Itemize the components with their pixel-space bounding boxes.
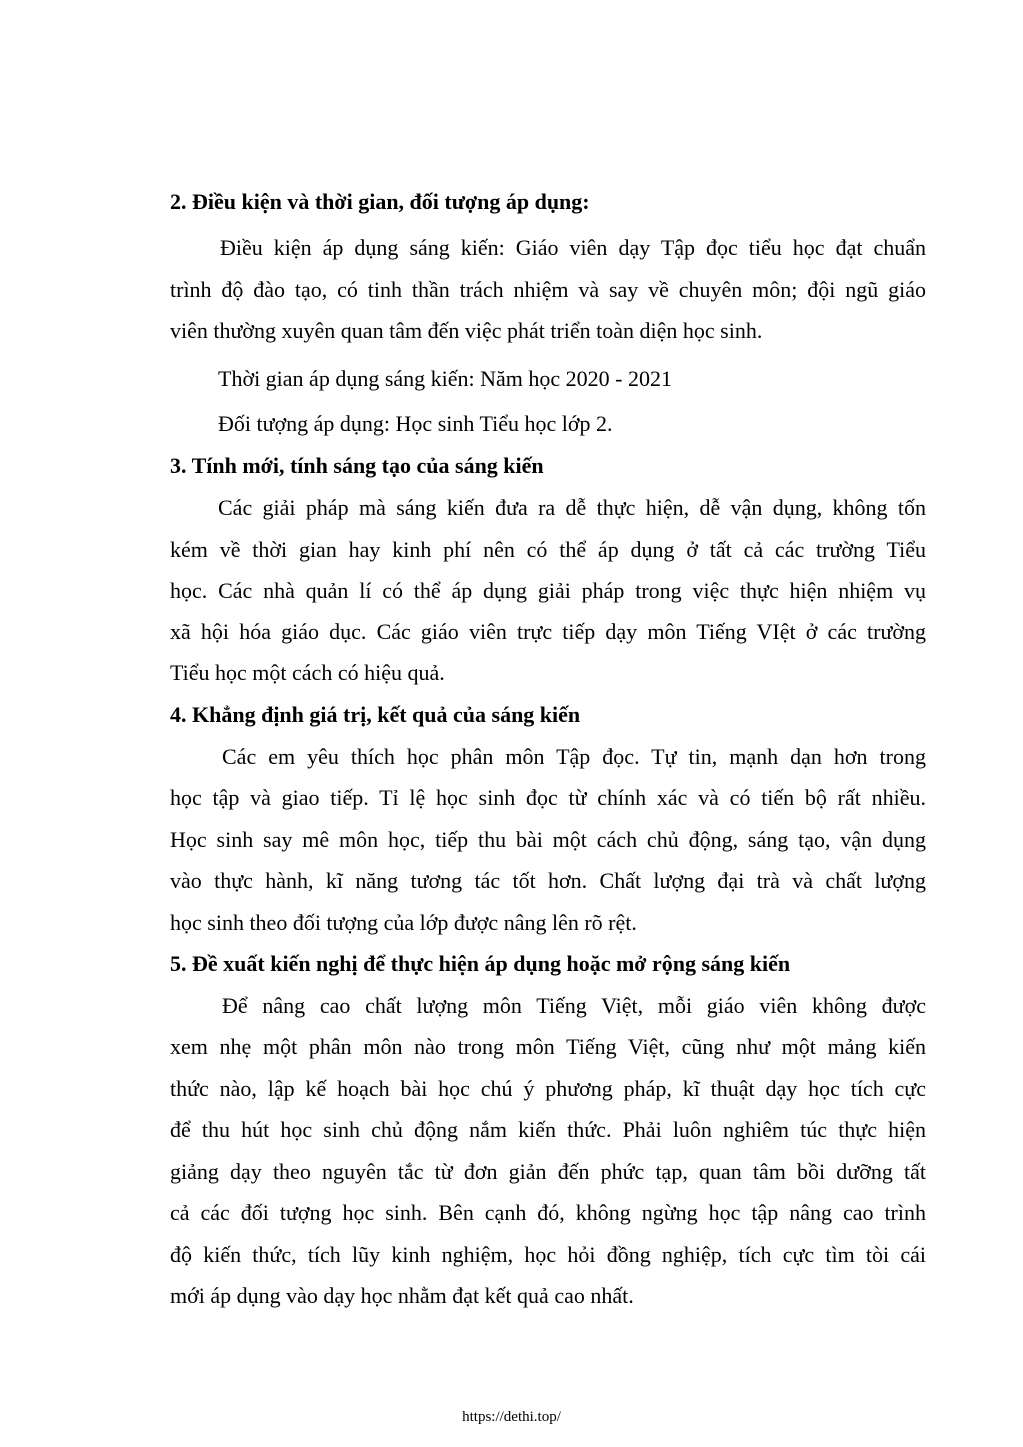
paragraph-line: Để nâng cao chất lượng môn Tiếng Việt, mỗi giáo viên không được xyxy=(222,993,926,1018)
paragraph-line: vào thực hành, kĩ năng tương tác tốt hơn. Chất lượng đại trà và chất lượng xyxy=(170,868,926,893)
section-heading: 3. Tính mới, tính sáng tạo của sáng kiến xyxy=(170,453,544,478)
paragraph-line: xem nhẹ một phân môn nào trong môn Tiếng Việt, cũng như một mảng kiến xyxy=(170,1034,926,1059)
section-heading: 4. Khẳng định giá trị, kết quả của sáng kiến xyxy=(170,702,581,727)
section-heading: 2. Điều kiện và thời gian, đối tượng áp dụng: xyxy=(170,189,590,214)
paragraph-line: cả các đối tượng học sinh. Bên cạnh đó, không ngừng học tập nâng cao trình xyxy=(170,1200,926,1225)
paragraph-line: kém về thời gian hay kinh phí nên có thể áp dụng ở tất cả các trường Tiểu xyxy=(170,537,926,562)
paragraph-line: Tiểu học một cách có hiệu quả. xyxy=(170,660,445,685)
paragraph-line: giảng dạy theo nguyên tắc từ đơn giản đến phức tạp, quan tâm bồi dưỡng tất xyxy=(170,1159,926,1184)
paragraph-line: mới áp dụng vào dạy học nhằm đạt kết quả cao nhất. xyxy=(170,1283,634,1308)
paragraph-line: xã hội hóa giáo dục. Các giáo viên trực tiếp dạy môn Tiếng VIệt ở các trường xyxy=(170,619,926,644)
paragraph-line: thức nào, lập kế hoạch bài học chú ý phương pháp, kĩ thuật dạy học tích cực xyxy=(170,1076,926,1101)
paragraph-line: Điều kiện áp dụng sáng kiến: Giáo viên dạy Tập đọc tiểu học đạt chuẩn xyxy=(220,235,926,260)
paragraph-line: độ kiến thức, tích lũy kinh nghiệm, học hỏi đồng nghiệp, tích cực tìm tòi cái xyxy=(170,1242,926,1267)
footer-url: https://dethi.top/ xyxy=(462,1409,561,1425)
paragraph-line: để thu hút học sinh chủ động nắm kiến thức. Phải luôn nghiêm túc thực hiện xyxy=(170,1117,926,1142)
paragraph-line: học. Các nhà quản lí có thể áp dụng giải pháp trong việc thực hiện nhiệm vụ xyxy=(170,578,926,603)
paragraph-line: Thời gian áp dụng sáng kiến: Năm học 2020 - 2021 xyxy=(218,366,672,391)
section-heading: 5. Đề xuất kiến nghị để thực hiện áp dụng hoặc mở rộng sáng kiến xyxy=(170,951,791,976)
paragraph-line: trình độ đào tạo, có tinh thần trách nhiệm và say về chuyên môn; đội ngũ giáo xyxy=(170,277,926,302)
paragraph-line: Các giải pháp mà sáng kiến đưa ra dễ thực hiện, dễ vận dụng, không tốn xyxy=(218,495,926,520)
paragraph-line: Học sinh say mê môn học, tiếp thu bài một cách chủ động, sáng tạo, vận dụng xyxy=(170,827,926,852)
paragraph-line: học tập và giao tiếp. Tỉ lệ học sinh đọc từ chính xác và có tiến bộ rất nhiều. xyxy=(170,785,926,810)
paragraph-line: Đối tượng áp dụng: Học sinh Tiểu học lớp 2. xyxy=(218,411,613,436)
paragraph-line: Các em yêu thích học phân môn Tập đọc. Tự tin, mạnh dạn hơn trong xyxy=(222,744,926,769)
paragraph-line: học sinh theo đối tượng của lớp được nâng lên rõ rệt. xyxy=(170,910,637,935)
paragraph-line: viên thường xuyên quan tâm đến việc phát triển toàn diện học sinh. xyxy=(170,318,763,343)
